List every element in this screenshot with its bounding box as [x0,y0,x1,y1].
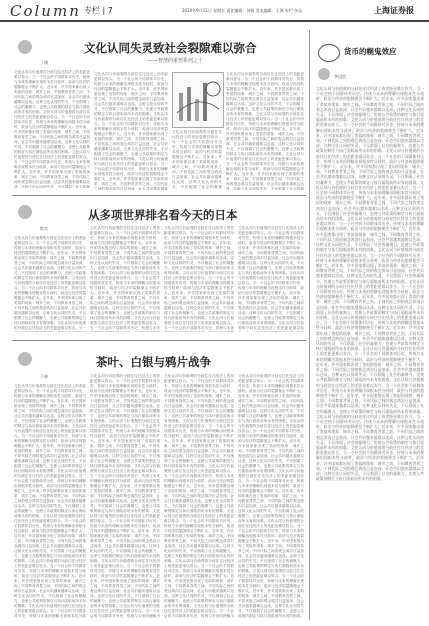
dateline: 2020年9月11日 星期五 责任编辑：刘杨 美术编辑：王鸿 专栏·杂谈 [182,8,303,13]
article3-column-3: 文化认同与价值观的分歧往往比经济上的差距更难以弥合。当一个社会的不同群体对历史、传统与未来的理解出现根本性分歧时，政治与经济的裂隙便会不断扩大。近年来，许多国家都出现了类似的现象：城乡之间、不同教育背景之间、不同代际之间的观念鸿沟日益加深，社会共识越来越难以达成。这种文化认同的失灵，不仅削弱了社会的凝聚力，也使公共政策的制定与执行面临前所未有的困难。文化认同与价值观的分歧往往比经济上的差距更难以弥合。当一个社会的不同群体对历史、传统与未来的理解出现根本性分歧时，政治与经济的裂隙便会不断扩大。近年来，许多国家都出现了类似的现象：城乡之间、不同教育背景之间、不同代际之间的观念鸿沟日益加深，社会共识越来越难以达成。这种文化认同的失灵，不仅削弱了社会的凝聚力，也使公共政策的制定与执行面临前所未有的困难。文化认同与价值观的分歧往往比经济上的差距更难以弥合。当一个社会的不同群体对历史、传统与未来的理解出现根本性分歧时，政治与经济的裂隙便会不断扩大。近年来，许多国家都出现了类似的现象：城乡之间、不同教育背景之间、不同代际之间的观念鸿沟日益加深，社会共识越来越难以达成。这种文化认同的失灵，不仅削弱了社会的凝聚力，也使公共政策的制定与执行面临前所未有的困难。文化认同与价值观的分歧往往比经济上的差距更难以弥合。当一个社会的不同群体对历史、传统与未来的理解出现根本性分歧时，政治与经济的裂隙便会不断扩大。近年来，许多国家都出现了类似的现象：城乡之间、不同教育背景之间、不同代际之间的观念鸿沟日益加深，社会共识越来越难以达成。这种文化认同的失灵，不仅削弱了社会的凝聚力，也使公共政策的制定与执行面临前所未有的困难。文化认同与价值观的分歧往往比经济上的差距更难以弥合。当一个社会的不同群体对历史、传统与未来的理解出现根本性分歧时，政治与经济的裂隙便会不断扩大。近年来，许多国家都出现了类似的现象：城乡之间、不同教育背景之间、不同代际之间的观念鸿沟日益加深，社会共识越来越难以达成。这种文化认同的失灵，不仅削弱了社会的凝聚力，也使公共政策的制定与执行面临前所未有的困难。文化认同与价值观的分歧往往比经济上的差距更难以弥合。当一个社会的不同群体对历史、传统与未来的理解出 [164,374,234,618]
article1-illustration [172,72,224,128]
author-avatar-icon [318,68,330,80]
article4-body: 文化认同与价值观的分歧往往比经济上的差距更难以弥合。当一个社会的不同群体对历史、传统与未来的理解出现根本性分歧时，政治与经济的裂隙便会不断扩大。近年来，许多国家都出现了类似的现象：城乡之间、不同教育背景之间、不同代际之间的观念鸿沟日益加深，社会共识越来越难以达成。这种文化认同的失灵，不仅削弱了社会的凝聚力，也使公共政策的制定与执行面临前所未有的困难。文化认同与价值观的分歧往往比经济上的差距更难以弥合。当一个社会的不同群体对历史、传统与未来的理解出现根本性分歧时，政治与经济的裂隙便会不断扩大。近年来，许多国家都出现了类似的现象：城乡之间、不同教育背景之间、不同代际之间的观念鸿沟日益加深，社会共识越来越难以达成。这种文化认同的失灵，不仅削弱了社会的凝聚力，也使公共政策的制定与执行面临前所未有的困难。文化认同与价值观的分歧往往比经济上的差距更难以弥合。当一个社会的不同群体对历史、传统与未来的理解出现根本性分歧时，政治与经济的裂隙便会不断扩大。近年来，许多国家都出现了类似的现象：城乡之间、不同教育背景之间、不同代际之间的观念鸿沟日益加深，社会共识越来越难以达成。这种文化认同的失灵，不仅削弱了社会的凝聚力，也使公共政策的制定与执行面临前所未有的困难。文化认同与价值观的分歧往往比经济上的差距更难以弥合。当一个社会的不同群体对历史、传统与未来的理解出现根本性分歧时，政治与经济的裂隙便会不断扩大。近年来，许多国家都出现了类似的现象：城乡之间、不同教育背景之间、不同代际之间的观念鸿沟日益加深，社会共识越来越难以达成。这种文化认同的失灵，不仅削弱了社会的凝聚力，也使公共政策的制定与执行面临前所未有的困难。文化认同与价值观的分歧往往比经济上的差距更难以弥合。当一个社会的不同群体对历史、传统与未来的理解出现根本性分歧时，政治与经济的裂隙便会不断扩大。近年来，许多国家都出现了类似的现象：城乡之间、不同教育背景之间、不同代际之间的观念鸿沟日益加深，社会共识越来越难以达成。这种文化认同的失灵，不仅削弱了社会的凝聚力，也使公共政策的制定与执行面临前所未有的困难。文化认同与价值观的分歧往往比经济上的差距更难以弥合。当一个社会的不同群体对历史、传统与未来的理解出现根本性分歧时，政治与经济的裂隙便会不断扩大。近年来，许多国家都出现了类似的现象：城乡之间、不同教育背景之间、不同代际之间的观念鸿沟日益加深，社会共识越来越难以达成。这种文化认同的失灵，不仅削弱了社会的凝聚力，也使公共政策的制定与执行面临前所未有的困难。文化认同与价值观的分歧往往比经济上的差距更难以弥合。当一个社会的不同群体对历史、传统与未来的理解出现根本性分歧时，政治与经济的裂隙便会不断扩大。近年来，许多国家都出现了类似的现象：城乡之间、不同教育背景之间、不同代际之间的观念鸿沟日益加深，社会共识越来越难以达成。这种文化认同的失灵，不仅削弱了社会的凝聚力，也使公共政策的制定与执行面临前所未有的困难。文化认同与价值观的分歧往往比经济上的差距更难以弥合。当一个社会的不同群体对历史、传统与未来的理解出现根本性分歧时，政治与经济的裂隙便会不断扩大。近年来，许多国家都出现了类似的现象：城乡之间、不同教育背景之间、不同代际之间的观念鸿沟日益加深，社会共识越来越难以达成。这种文化认同的失灵，不仅削弱了社会的凝聚力，也使公共政策的制定与执行面临前所未有的困难。文化认同与价值观的分歧往往比经济上的差距更难以弥合。当一个社会的不同群体对历史、传统与未来的理解出现根本性分歧时，政治与经济的裂隙便会不断扩大。近年来，许多国家都出现了类似的现象：城乡之间、不同教育背景之间、不同代际之间的观念鸿沟日益加深，社会共识越来越难以达成。这种文化认同的失灵，不仅削弱了社会的凝聚力，也使公共政策的制定与执行面临前所未有的困难。文化认同与价值观的分歧往往比经济上的差距更难以弥合。当一个社会的不同群体对历史、传统与未来的理解出现根本性分歧时，政治与经济的裂隙便会不断扩大。近年来，许多国家都出现了类似的现象：城乡之间、不同教育背景之间、不同代际之间的观念鸿沟日益加深，社会共识越来越难以达成。这种文化认同的失灵，不仅削弱了社会的凝聚力，也使公共政策的制定与执行面临前所未有的困难。文化认同与价值观的分歧往往比经济上的差距更难以弥合。当一个社会的不同群体对历史、传统与未来的理解出现根本性分歧时，政治与经济的裂隙便会不断扩大。近年来，许多国家都出现了类似的现象：城乡之间、不同教育背景之间、不同代际之间的观念鸿沟日益加深，社会共识越来越难以达成。这种文化认同的失灵，不仅削弱了社会的凝聚力，也使公共政策的制定与执行面临前所未有的困难。文化认同与价值观的分歧往往比经济上的差距更难以弥合。当一个社会的不同群体对历史、传统与未来的理解出现根本性分歧时，政治与经济的裂隙便会不断扩大。近年来，许多国家都出现了类似的现象：城乡之间、不同教育背景之间、不同代际之间的观念鸿沟日益加深，社会共识越来越难以达成。这种文化认同的失灵，不仅削弱了社会的凝聚力，也使公共政策的制定与执行面临前所未有的困难。 [316,86,424,482]
article4-author: 李迅雷 [334,74,346,79]
article3-column-4: 文化认同与价值观的分歧往往比经济上的差距更难以弥合。当一个社会的不同群体对历史、传统与未来的理解出现根本性分歧时，政治与经济的裂隙便会不断扩大。近年来，许多国家都出现了类似的现象：城乡之间、不同教育背景之间、不同代际之间的观念鸿沟日益加深，社会共识越来越难以达成。这种文化认同的失灵，不仅削弱了社会的凝聚力，也使公共政策的制定与执行面临前所未有的困难。文化认同与价值观的分歧往往比经济上的差距更难以弥合。当一个社会的不同群体对历史、传统与未来的理解出现根本性分歧时，政治与经济的裂隙便会不断扩大。近年来，许多国家都出现了类似的现象：城乡之间、不同教育背景之间、不同代际之间的观念鸿沟日益加深，社会共识越来越难以达成。这种文化认同的失灵，不仅削弱了社会的凝聚力，也使公共政策的制定与执行面临前所未有的困难。文化认同与价值观的分歧往往比经济上的差距更难以弥合。当一个社会的不同群体对历史、传统与未来的理解出现根本性分歧时，政治与经济的裂隙便会不断扩大。近年来，许多国家都出现了类似的现象：城乡之间、不同教育背景之间、不同代际之间的观念鸿沟日益加深，社会共识越来越难以达成。这种文化认同的失灵，不仅削弱了社会的凝聚力，也使公共政策的制定与执行面临前所未有的困难。文化认同与价值观的分歧往往比经济上的差距更难以弥合。当一个社会的不同群体对历史、传统与未来的理解出现根本性分歧时，政治与经济的裂隙便会不断扩大。近年来，许多国家都出现了类似的现象：城乡之间、不同教育背景之间、不同代际之间的观念鸿沟日益加深，社会共识越来越难以达成。这种文化认同的失灵，不仅削弱了社会的凝聚力，也使公共政策的制定与执行面临前所未有的困难。文化认同与价值观的分歧往往比经济上的差距更难以弥合。当一个社会的不同群体对历史、传统与未来的理解出现根本性分歧时，政治与经济的裂隙便会不断扩大。近年来，许多国家都出现了类似的现象：城乡之间、不同教育背景之间、不同代际之间的观念鸿沟日益加深，社会共识越来越难以达成。这种文化认同的失灵，不仅削弱了社会的凝聚力，也使公共政策的制定与执行面临前所未有的困难。 [238,374,304,618]
article4-headline: 货币的幌鬼效应 [344,47,397,56]
column-logo: Column [10,2,81,20]
article1-column-2: 文化认同与价值观的分歧往往比经济上的差距更难以弥合。当一个社会的不同群体对历史、传统与未来的理解出现根本性分歧时，政治与经济的裂隙便会不断扩大。近年来，许多国家都出现了类似的现象：城乡之间、不同教育背景之间、不同代际之间的观念鸿沟日益加深，社会共识越来越难以达成。这种文化认同的失灵，不仅削弱了社会的凝聚力，也使公共政策的制定与执行面临前所未有的困难。文化认同与价值观的分歧往往比经济上的差距更难以弥合。当一个社会的不同群体对历史、传统与未来的理解出现根本性分歧时，政治与经济的裂隙便会不断扩大。近年来，许多国家都出现了类似的现象：城乡之间、不同教育背景之间、不同代际之间的观念鸿沟日益加深，社会共识越来越难以达成。这种文化认同的失灵，不仅削弱了社会的凝聚力，也使公共政策的制定与执行面临前所未有的困难。文化认同与价值观的分歧往往比经济上的差距更难以弥合。当一个社会的不同群体对历史、传统与未来的理解出现根本性分歧时，政治与经济的裂隙便会不断扩大。近年来，许多国家都出现了类似的现象：城乡之间、不同教育背景之间、不同代际之间的观念鸿沟日益加深，社会共识越来越难 [94,72,168,190]
paper-name: 上海证券报 [374,5,414,15]
author-avatar-icon [18,40,32,54]
article3-column-2: 文化认同与价值观的分歧往往比经济上的差距更难以弥合。当一个社会的不同群体对历史、传统与未来的理解出现根本性分歧时，政治与经济的裂隙便会不断扩大。近年来，许多国家都出现了类似的现象：城乡之间、不同教育背景之间、不同代际之间的观念鸿沟日益加深，社会共识越来越难以达成。这种文化认同的失灵，不仅削弱了社会的凝聚力，也使公共政策的制定与执行面临前所未有的困难。文化认同与价值观的分歧往往比经济上的差距更难以弥合。当一个社会的不同群体对历史、传统与未来的理解出现根本性分歧时，政治与经济的裂隙便会不断扩大。近年来，许多国家都出现了类似的现象：城乡之间、不同教育背景之间、不同代际之间的观念鸿沟日益加深，社会共识越来越难以达成。这种文化认同的失灵，不仅削弱了社会的凝聚力，也使公共政策的制定与执行面临前所未有的困难。文化认同与价值观的分歧往往比经济上的差距更难以弥合。当一个社会的不同群体对历史、传统与未来的理解出现根本性分歧时，政治与经济的裂隙便会不断扩大。近年来，许多国家都出现了类似的现象：城乡之间、不同教育背景之间、不同代际之间的观念鸿沟日益加深，社会共识越来越难以达成。这种文化认同的失灵，不仅削弱了社会的凝聚力，也使公共政策的制定与执行面临前所未有的困难。文化认同与价值观的分歧往往比经济上的差距更难以弥合。当一个社会的不同群体对历史、传统与未来的理解出现根本性分歧时，政治与经济的裂隙便会不断扩大。近年来，许多国家都出现了类似的现象：城乡之间、不同教育背景之间、不同代际之间的观念鸿沟日益加深，社会共识越来越难以达成。这种文化认同的失灵，不仅削弱了社会的凝聚力，也使公共政策的制定与执行面临前所未有的困难。文化认同与价值观的分歧往往比经济上的差距更难以弥合。当一个社会的不同群体对历史、传统与未来的理解出现根本性分歧时，政治与经济的裂隙便会不断扩大。近年来，许多国家都出现了类似的现象：城乡之间、不同教育背景之间、不同代际之间的观念鸿沟日益加深，社会共识越来越难以达成。这种文化认同的失灵，不仅削弱了社会的凝聚力，也使公共政策的制定与执行面临前所未有的困难。文化认同与价值观的分歧往往比经济上的差距更难以弥合。当一个社会的不同群体对历史、传统与未来的理解出 [90,374,160,618]
article2-headline: 从多项世界排名看今天的日本 [88,208,238,222]
article2-author: 程实 [40,226,48,231]
article3-column-1: 文化认同与价值观的分歧往往比经济上的差距更难以弥合。当一个社会的不同群体对历史、传统与未来的理解出现根本性分歧时，政治与经济的裂隙便会不断扩大。近年来，许多国家都出现了类似的现象：城乡之间、不同教育背景之间、不同代际之间的观念鸿沟日益加深，社会共识越来越难以达成。这种文化认同的失灵，不仅削弱了社会的凝聚力，也使公共政策的制定与执行面临前所未有的困难。文化认同与价值观的分歧往往比经济上的差距更难以弥合。当一个社会的不同群体对历史、传统与未来的理解出现根本性分歧时，政治与经济的裂隙便会不断扩大。近年来，许多国家都出现了类似的现象：城乡之间、不同教育背景之间、不同代际之间的观念鸿沟日益加深，社会共识越来越难以达成。这种文化认同的失灵，不仅削弱了社会的凝聚力，也使公共政策的制定与执行面临前所未有的困难。文化认同与价值观的分歧往往比经济上的差距更难以弥合。当一个社会的不同群体对历史、传统与未来的理解出现根本性分歧时，政治与经济的裂隙便会不断扩大。近年来，许多国家都出现了类似的现象：城乡之间、不同教育背景之间、不同代际之间的观念鸿沟日益加深，社会共识越来越难以达成。这种文化认同的失灵，不仅削弱了社会的凝聚力，也使公共政策的制定与执行面临前所未有的困难。文化认同与价值观的分歧往往比经济上的差距更难以弥合。当一个社会的不同群体对历史、传统与未来的理解出现根本性分歧时，政治与经济的裂隙便会不断扩大。近年来，许多国家都出现了类似的现象：城乡之间、不同教育背景之间、不同代际之间的观念鸿沟日益加深，社会共识越来越难以达成。这种文化认同的失灵，不仅削弱了社会的凝聚力，也使公共政策的制定与执行面临前所未有的困难。文化认同与价值观的分歧往往比经济上的差距更难以弥合。当一个社会的不同群体对历史、传统与未来的理解出现根本性分歧时，政治与经济的裂隙便会不断扩大。近年来，许多国家都出现了类似的现象：城乡之间、不同教育背景之间、不同代际之间的观念鸿沟日益加深，社会共识越来越难以达成。这种文化认同的失灵，不仅削弱了社会的凝聚力，也使公共政策的制定与执行面临前所未有的困难。文化认同与价值观的分歧往往比经济上的差距更难以弥合。当一个社会的不同群体对历史、传统与未来的理解出现根本性分歧 [14,384,86,618]
article-separator-1 [12,195,306,196]
article1-column-4: 文化认同与价值观的分歧往往比经济上的差距更难以弥合。当一个社会的不同群体对历史、传统与未来的理解出现根本性分歧时，政治与经济的裂隙便会不断扩大。近年来，许多国家都出现了类似的现象：城乡之间、不同教育背景之间、不同代际之间的观念鸿沟日益加深，社会共识越来越难以达成。这种文化认同的失灵，不仅削弱了社会的凝聚力，也使公共政策的制定与执行面临前所未有的困难。文化认同与价值观的分歧往往比经济上的差距更难以弥合。当一个社会的不同群体对历史、传统与未来的理解出现根本性分歧时，政治与经济的裂隙便会不断扩大。近年来，许多国家都出现了类似的现象：城乡之间、不同教育背景之间、不同代际之间的观念鸿沟日益加深，社会共识越来越难以达成。这种文化认同的失灵，不仅削弱了社会的凝聚力，也使公共政策的制定与执行面临前所未有的困难。文化认同与价值观的分歧往往比经济上的差距更难以弥合。当一个社会的不同群体对历史、传统与未来的理解出现根本性分歧时，政治与经济的裂隙便会不断扩大。近年来，许多国家都出现了类似的现象：城乡之间、不同教育背景之间、不同代际之间的观念鸿沟日益加深，社会共识越来越难以达成。这种文化认同的失灵，不仅削弱了社会的凝 [226,72,304,190]
article3-headline: 茶叶、白银与鸦片战争 [96,355,211,369]
article2-column-4: 文化认同与价值观的分歧往往比经济上的差距更难以弥合。当一个社会的不同群体对历史、传统与未来的理解出现根本性分歧时，政治与经济的裂隙便会不断扩大。近年来，许多国家都出现了类似的现象：城乡之间、不同教育背景之间、不同代际之间的观念鸿沟日益加深，社会共识越来越难以达成。这种文化认同的失灵，不仅削弱了社会的凝聚力，也使公共政策的制定与执行面临前所未有的困难。文化认同与价值观的分歧往往比经济上的差距更难以弥合。当一个社会的不同群体对历史、传统与未来的理解出现根本性分歧时，政治与经济的裂隙便会不断扩大。近年来，许多国家都出现了类似的现象：城乡之间、不同教育背景之间、不同代际之间的观念鸿沟日益加深，社会共识越来越难以达成。这种文化认同的失灵，不仅削弱了社会的凝聚力，也使公共政策的制定与执行面临前所未有的困难。文化认同与价值观的分歧往往比经济上的差距更难以弥 [238,226,304,330]
author-avatar-icon [18,352,32,366]
article-separator-2 [12,340,306,341]
author-avatar-icon [18,205,32,219]
article3-author: 丁林 [40,374,48,379]
article2-column-3: 文化认同与价值观的分歧往往比经济上的差距更难以弥合。当一个社会的不同群体对历史、传统与未来的理解出现根本性分歧时，政治与经济的裂隙便会不断扩大。近年来，许多国家都出现了类似的现象：城乡之间、不同教育背景之间、不同代际之间的观念鸿沟日益加深，社会共识越来越难以达成。这种文化认同的失灵，不仅削弱了社会的凝聚力，也使公共政策的制定与执行面临前所未有的困难。文化认同与价值观的分歧往往比经济上的差距更难以弥合。当一个社会的不同群体对历史、传统与未来的理解出现根本性分歧时，政治与经济的裂隙便会不断扩大。近年来，许多国家都出现了类似的现象：城乡之间、不同教育背景之间、不同代际之间的观念鸿沟日益加深，社会共识越来越难以达成。这种文化认同的失灵，不仅削弱了社会的凝聚力，也使公共政策的制定与执行面临前所未有的困难。文化认同与价值观的分歧往往比经济上的差距更难以弥合。当一个社会的不同群体对历史、传统与未来 [164,226,234,330]
article1-column-3a: 文化认同与价值观的分歧往往比经济上的差距更难以弥合。当一个社会的不同群体对历史、传统与未来的理解出现根本性分歧时，政治与经济的裂隙便会不断扩大。近年来，许多国家都出现了类似的现象：城乡之间、不同教育背景之间、不同代际之间的观念鸿沟日益加深，社会共识越来越难以达成。这种文化认同的失灵，不仅削弱了社会的凝聚 [172,130,222,189]
article1-column-1: 文化认同与价值观的分歧往往比经济上的差距更难以弥合。当一个社会的不同群体对历史、传统与未来的理解出现根本性分歧时，政治与经济的裂隙便会不断扩大。近年来，许多国家都出现了类似的现象：城乡之间、不同教育背景之间、不同代际之间的观念鸿沟日益加深，社会共识越来越难以达成。这种文化认同的失灵，不仅削弱了社会的凝聚力，也使公共政策的制定与执行面临前所未有的困难。文化认同与价值观的分歧往往比经济上的差距更难以弥合。当一个社会的不同群体对历史、传统与未来的理解出现根本性分歧时，政治与经济的裂隙便会不断扩大。近年来，许多国家都出现了类似的现象：城乡之间、不同教育背景之间、不同代际之间的观念鸿沟日益加深，社会共识越来越难以达成。这种文化认同的失灵，不仅削弱了社会的凝聚力，也使公共政策的制定与执行面临前所未有的困难。文化认同与价值观的分歧往往比经济上的差距更难以弥合。当一个社会的不同群体对历史、传统与未来的理解出现根本性分歧时，政治与经济的裂隙便会不断扩大。近年来，许多国家都出现了类似的现象：城乡之间、不同教育背景之间、不同代际之间的观念鸿沟日益加深，社会共识越来越难以达成。这种文化认同的失灵，不仅削弱了社会的凝 [14,70,90,188]
article1-headline: 文化认同失灵致社会裂隙难以弥合 [84,41,257,55]
illustration-graphic [173,73,223,127]
article2-column-1: 文化认同与价值观的分歧往往比经济上的差距更难以弥合。当一个社会的不同群体对历史、传统与未来的理解出现根本性分歧时，政治与经济的裂隙便会不断扩大。近年来，许多国家都出现了类似的现象：城乡之间、不同教育背景之间、不同代际之间的观念鸿沟日益加深，社会共识越来越难以达成。这种文化认同的失灵，不仅削弱了社会的凝聚力，也使公共政策的制定与执行面临前所未有的困难。文化认同与价值观的分歧往往比经济上的差距更难以弥合。当一个社会的不同群体对历史、传统与未来的理解出现根本性分歧时，政治与经济的裂隙便会不断扩大。近年来，许多国家都出现了类似的现象：城乡之间、不同教育背景之间、不同代际之间的观念鸿沟日益加深，社会共识越来越难以达成。这种文化认同的失灵，不仅削弱了社会的凝聚力，也使公共政策的制定与执行面临前所未有的困难。文化认同与价值观的分歧往往比经济上的差距更难以弥合。当一 [14,236,86,330]
article1-author: 丁刚 [40,60,48,65]
column-divider [309,30,310,620]
article1-subhead: ——智慧的重塑系列之十 [148,58,204,64]
speech-bubble-icon [318,44,340,62]
section-label: 专栏 | 7 [84,6,113,15]
article2-column-2: 文化认同与价值观的分歧往往比经济上的差距更难以弥合。当一个社会的不同群体对历史、传统与未来的理解出现根本性分歧时，政治与经济的裂隙便会不断扩大。近年来，许多国家都出现了类似的现象：城乡之间、不同教育背景之间、不同代际之间的观念鸿沟日益加深，社会共识越来越难以达成。这种文化认同的失灵，不仅削弱了社会的凝聚力，也使公共政策的制定与执行面临前所未有的困难。文化认同与价值观的分歧往往比经济上的差距更难以弥合。当一个社会的不同群体对历史、传统与未来的理解出现根本性分歧时，政治与经济的裂隙便会不断扩大。近年来，许多国家都出现了类似的现象：城乡之间、不同教育背景之间、不同代际之间的观念鸿沟日益加深，社会共识越来越难以达成。这种文化认同的失灵，不仅削弱了社会的凝聚力，也使公共政策的制定与执行面临前所未有的困难。文化认同与价值观的分歧往往比经济上的差距更难以弥合。当一个社会的不同群体对历史、传统与未来 [90,226,160,330]
